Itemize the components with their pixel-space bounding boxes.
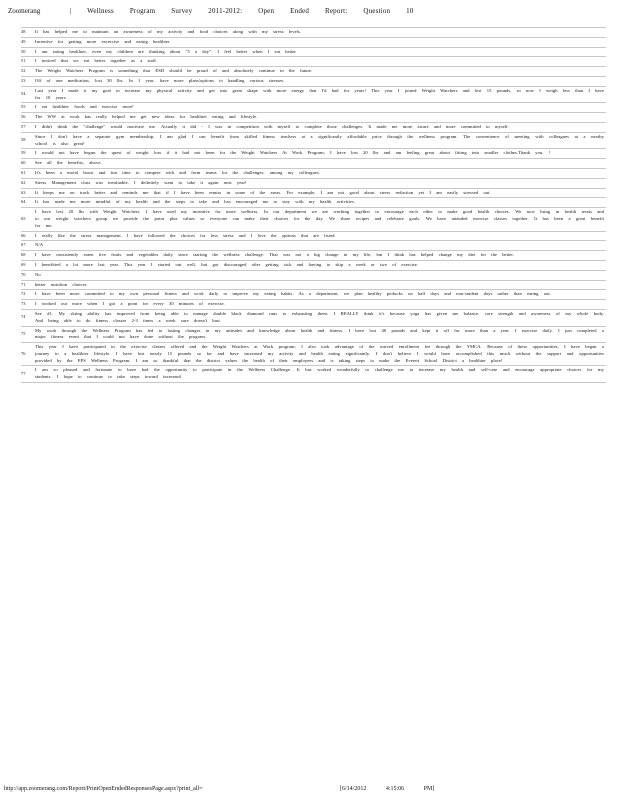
response-number: 59	[21, 149, 35, 159]
page-url[interactable]: http://app.zoomerang.com/Report/PrintOpenEndedResponsesPage.aspx?print_all=	[4, 786, 203, 792]
response-text: I would not have begun the quest of weight loss if it had not been for the Weight Watchers At Work Program; I have lost 20 lbs and am feeling great about fitting into smaller clothes.Thank you. !	[35, 149, 606, 159]
response-text: I have consistently eaten five fruits and vegetables daily since starting the wellness challenge. That was not a big change in my life, but I think has helped change my diet for the better.	[35, 251, 606, 261]
response-number: 76	[21, 343, 35, 366]
response-number: 72	[21, 290, 35, 300]
response-text: Incentive for getting more excercise and eating healthier	[35, 37, 606, 47]
response-number: 67	[21, 241, 35, 251]
page-header	[8, 5, 610, 17]
response-text: It has helped me to maintain an awareness of my activity and food choices along with my stress levels.	[35, 28, 606, 38]
response-text: Off of one medication, lost 30 lbs. In 1 year, have more plans/options to handling various stresses.	[35, 76, 606, 86]
response-text: I benefitted a lot more last year. This year I started out well, but got discouraged after getting sick and having to skip a week or two of exercise.	[35, 260, 606, 270]
table-row	[21, 251, 606, 261]
table-row	[21, 122, 606, 132]
table-row	[21, 270, 606, 280]
response-text: It's been a moral boost and fun time to compete with and form teams for the challenges, among my colleagues.	[35, 168, 606, 178]
response-number: 63	[21, 188, 35, 198]
response-text: Last year I made it my goal to increase my physical activity and get into great shape with more energy that I'd had for years! This year I joined Weight Watchers and lost 15 pounds, so now I weigh less than I have for 10 years.	[35, 86, 606, 103]
response-text: I noticed that we eat better together as a staff.	[35, 57, 606, 67]
response-text: The Weight Watchers Program is something that ESD should be proud of and absolutely continue in the future.	[35, 67, 606, 77]
response-number: 61	[21, 168, 35, 178]
response-number: 68	[21, 251, 35, 261]
response-text: N/A	[35, 241, 606, 251]
response-text: Stress Management class was invaluable. I definitely want to take it again next year!	[35, 178, 606, 188]
response-text: I really like the stress management. I have followed the choices for less stress and I love the options that are listed.	[35, 231, 606, 241]
response-number: 75	[21, 326, 35, 343]
table-row	[21, 76, 606, 86]
table-row	[21, 149, 606, 159]
response-text: It keeps me on track better and reminds me that if I have been remiss in some of the areas. For example, I am not good about stress reduction yet I am easily stressed out.	[35, 188, 606, 198]
report-title: | Wellness Program Survey 2011-2012: Open Ended Report: Question 10	[69, 7, 414, 15]
table-row	[21, 86, 606, 103]
table-row	[21, 168, 606, 178]
response-text: I eat healthier foods and exercise more!	[35, 103, 606, 113]
table-row	[21, 366, 606, 383]
response-number: 64	[21, 198, 35, 208]
response-number: 70	[21, 270, 35, 280]
table-row	[21, 260, 606, 270]
response-number: 66	[21, 231, 35, 241]
response-number: 51	[21, 57, 35, 67]
table-row	[21, 208, 606, 231]
table-row	[21, 47, 606, 57]
response-number: 74	[21, 309, 35, 326]
table-row	[21, 343, 606, 366]
table-row	[21, 300, 606, 310]
response-number: 52	[21, 67, 35, 77]
table-row	[21, 159, 606, 169]
table-row	[21, 28, 606, 38]
response-text: I have been more committed to my own personal fitness and work daily to improve my eating habits. As a department, we plan healthy potlucks on half days and non-student days rather than eating out.	[35, 290, 606, 300]
response-number: 53	[21, 76, 35, 86]
response-text: The WW at work has really helped me get new ideas for healthier eating and lifestyle.	[35, 113, 606, 123]
response-text: I have lost 20 lbs with Weight Watchers. I have used my incentive for more wellness. In our department we are working together to encourage each other to make good health choices. We now bring in health treats and to our weight watchers group we provide the point plus values so everyone can make their choices for the day. We share recipes and celebrate goals. We have attended exercise classes together. It has been a great benefit for me.	[35, 208, 606, 231]
response-text: My work through the Wellness Program has led to lasting changes in my attitudes and knowledge about health and fitness. I have lost 40 pounds and kept it off for more than a year. I exercise daily. I just completed a major fitness event that I could not have done without the program.	[35, 326, 606, 343]
table-row	[21, 113, 606, 123]
table-row	[21, 103, 606, 113]
table-row	[21, 198, 606, 208]
response-text: I am eating healthier, even my children are thinking about "5 a day". I feel better when I eat better	[35, 47, 606, 57]
table-row	[21, 309, 606, 326]
responses-body	[21, 28, 606, 383]
response-text: No	[35, 270, 606, 280]
app-name: Zoomerang	[8, 7, 41, 15]
response-number: 77	[21, 366, 35, 383]
table-row	[21, 132, 606, 149]
response-number: 65	[21, 208, 35, 231]
response-number: 69	[21, 260, 35, 270]
responses-table	[21, 27, 606, 383]
table-row	[21, 188, 606, 198]
table-row	[21, 290, 606, 300]
table-row	[21, 57, 606, 67]
response-text: This year I have participated in the exercise classes offered and the Weight Watchers at Work program; I also took advantage of the waived enrollment fee through the YMCA. Because of these opportunities, I have began a journey to a healthier lifestyle. I have lost nearly 15 pounds so far and have increased my activity and health eating significantly. I don't believe I would have accomplished this much without the support and opportunities provided by the EPS Wellness Program. I am so thankful that the district values the health of their employees and is taking steps to make the Everett School District a healthier place!	[35, 343, 606, 366]
response-text: See all the benefits, above.	[35, 159, 606, 169]
response-text: better nutrition choices	[35, 280, 606, 290]
response-number: 49	[21, 37, 35, 47]
response-text: See #1. My skiing ability has improved from being able to manage double black diamond runs to exhausting them. I REALLY think it's because yoga has given me balance, core strength and awareness of my whole body. And being able to do fitness classes 2-3 times a week sure doesn't hurt.	[35, 309, 606, 326]
table-row	[21, 67, 606, 77]
response-number: 71	[21, 280, 35, 290]
table-row	[21, 280, 606, 290]
page-footer	[4, 783, 614, 795]
response-number: 50	[21, 47, 35, 57]
print-timestamp: [6/14/2012 4:15:06 PM]	[340, 786, 435, 792]
response-text: I am so pleased and fortunate to have had the opportunity to participate in the Wellness Challenge. It has worked wonderfully to challenge me to increase my health and self-care and encourage appropriate choices for my students. I hope to continue to take steps toward increased	[35, 366, 606, 383]
table-row	[21, 326, 606, 343]
table-row	[21, 231, 606, 241]
response-number: 54	[21, 86, 35, 103]
response-number: 55	[21, 103, 35, 113]
response-text: I worked out more when I got a point for every 30 minutes of exercise.	[35, 300, 606, 310]
table-row	[21, 178, 606, 188]
response-number: 48	[21, 28, 35, 38]
response-number: 60	[21, 159, 35, 169]
response-text: It has made me more mindful of my health and the steps to take and has encouraged me to stay with my health activities.	[35, 198, 606, 208]
response-text: I didn't think the "challenge" would motivate me. Actually it did - I was in competition with myself to complete those challenges. It made me more aware and more committed to myself.	[35, 122, 606, 132]
response-number: 73	[21, 300, 35, 310]
table-row	[21, 37, 606, 47]
response-number: 56	[21, 113, 35, 123]
response-number: 58	[21, 132, 35, 149]
table-row	[21, 241, 606, 251]
response-number: 57	[21, 122, 35, 132]
response-number: 62	[21, 178, 35, 188]
response-text: Since I don't have a separate gym membership, I am glad I can benefit from skilled fitness teachers at a significantly affordable price through the wellness program. The convenience of meeting with colleagues at a nearby school is also great!	[35, 132, 606, 149]
